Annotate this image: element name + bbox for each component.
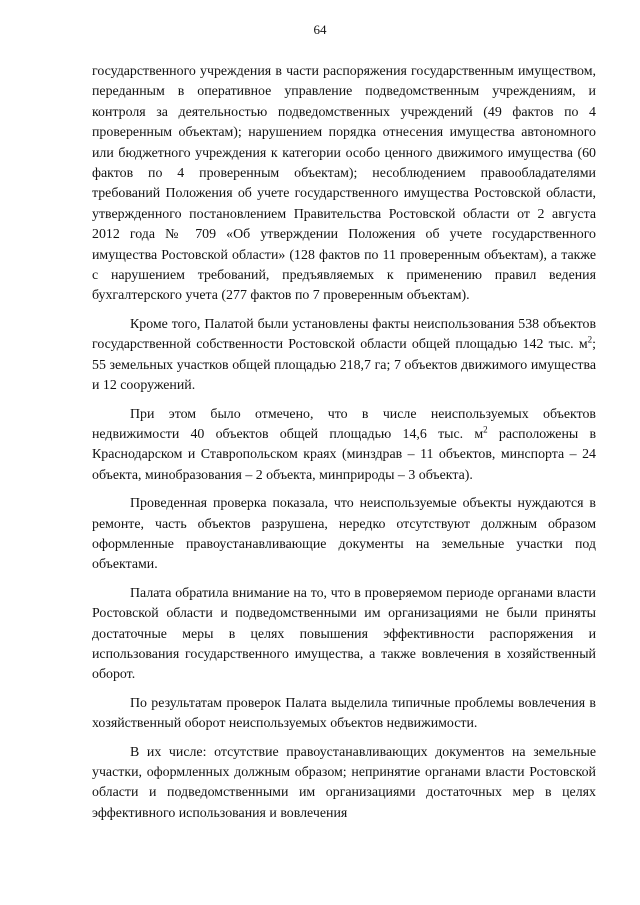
paragraph-text-part: ; 55 земельных участков общей площадью 218,7 га; 7 объектов движимого имущества и 12 сооружений. xyxy=(92,337,596,394)
paragraph-text-part: расположены в Краснодарском и Ставропольском краях (минздрав – 11 объектов, минспорта – 24 объекта, минобразования – 2 объекта, минприроды – 3 объекта). xyxy=(92,426,597,483)
superscript-squared: 2 xyxy=(587,334,593,345)
paragraph-text-part: При этом было отмечено, что в числе неиспользуемых объектов недвижимости 40 объектов общей площадью 14,6 тыс. м xyxy=(92,406,596,442)
paragraph-chamber-attention: Палата обратила внимание на то, что в проверяемом периоде органами власти Ростовской области и подведомственными им организациями не были приняты достаточные меры в целях повышения эффективности распоряжения и использования государственного имущества, а также вовлечения в хозяйственный оборот. xyxy=(92,585,596,683)
page-number: 64 xyxy=(313,22,327,37)
paragraph-unused-objects xyxy=(92,315,596,397)
paragraph-text-part: Кроме того, Палатой были установлены факты неиспользования 538 объектов государственной собственности Ростовской области общей площадью 142 тыс. м xyxy=(92,316,596,353)
superscript-squared: 2 xyxy=(483,424,488,435)
paragraph-typical-problems: По результатам проверок Палата выделила типичные проблемы вовлечения в хозяйственный оборот неиспользуемых объектов недвижимости. xyxy=(92,695,596,732)
paragraph-regions xyxy=(92,405,596,487)
paragraph-continued: государственного учреждения в части распоряжения государственным имуществом, переданным в оперативное управление подведомственным учреждениям, и контроля за деятельностью подведомственных учреждений (49 фактов по 4 проверенным объектам); нарушением порядка отнесения имущества автономного или бюджетного учреждения к категории особо ценного движимого имущества (60 фактов по 4 проверенным объектам); несоблюдением правообладателями требований Положения об учете государственного имущества Ростовской области, утвержденного постановлением Правительства Ростовской области от 2 августа 2012 года № 709 «Об утверждении Положения об учете государственного имущества Ростовской области» (128 фактов по 11 проверенным объектам), а также с нарушением требований, предъявляемых к применению правил ведения бухгалтерского учета (277 фактов по 7 проверенным объектам). xyxy=(92,64,596,304)
page-body xyxy=(92,62,596,824)
paragraph-inspection-results: Проведенная проверка показала, что неиспользуемые объекты нуждаются в ремонте, часть объектов разрушена, нередко отсутствуют должным образом оформленные правоустанавливающие документы на земельные участки под объектами. xyxy=(92,496,596,573)
paragraph-problems-list: В их числе: отсутствие правоустанавливающих документов на земельные участки, оформленных должным образом; непринятие органами власти Ростовской области и подведомственными им организациями достаточных мер в целях эффективного использования и вовлечения xyxy=(92,744,596,821)
